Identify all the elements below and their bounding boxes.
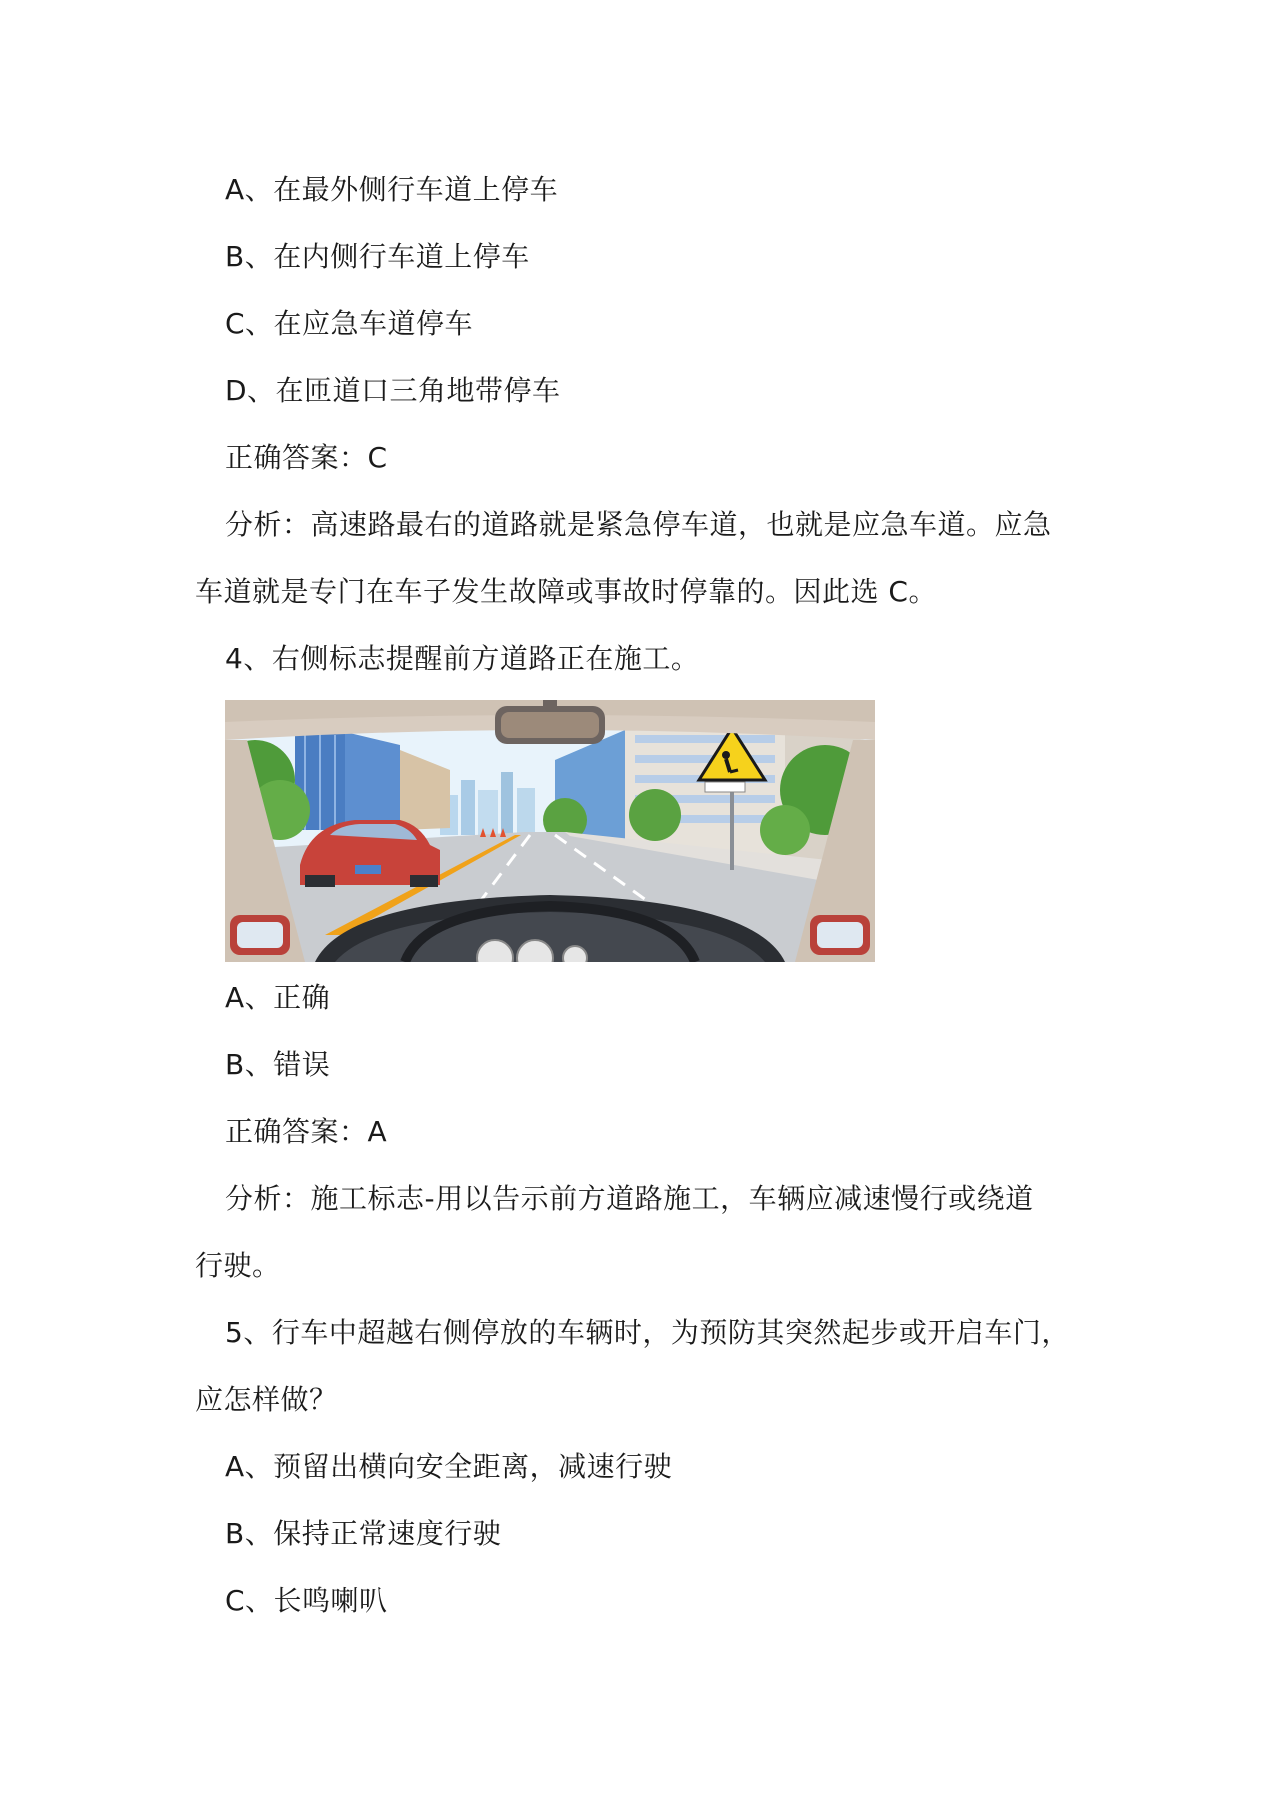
q3-analysis-line1: 分析：高速路最右的道路就是紧急停车道，也就是应急车道。应急 — [225, 508, 1052, 541]
q5-option-b: B、保持正常速度行驶 — [225, 1517, 502, 1550]
q3-answer: 正确答案：C — [225, 441, 388, 474]
q3-option-a: A、在最外侧行车道上停车 — [225, 173, 559, 206]
q4-analysis-line1: 分析：施工标志-用以告示前方道路施工，车辆应减速慢行或绕道 — [225, 1182, 1034, 1215]
driver-view-illustration — [225, 700, 875, 962]
q5-question-line1: 5、行车中超越右侧停放的车辆时，为预防其突然起步或开启车门， — [225, 1316, 1070, 1349]
q4-analysis-line2: 行驶。 — [195, 1249, 281, 1282]
q4-option-a: A、正确 — [225, 981, 331, 1014]
q3-option-b: B、在内侧行车道上停车 — [225, 240, 530, 273]
q5-option-c: C、长鸣喇叭 — [225, 1584, 388, 1617]
q5-option-a: A、预留出横向安全距离，减速行驶 — [225, 1450, 673, 1483]
q4-option-b: B、错误 — [225, 1048, 331, 1081]
q4-question: 4、右侧标志提醒前方道路正在施工。 — [225, 642, 700, 675]
q5-question-line2: 应怎样做？ — [195, 1383, 338, 1416]
q3-analysis-line2: 车道就是专门在车子发生故障或事故时停靠的。因此选 C。 — [195, 575, 937, 608]
q3-option-d: D、在匝道口三角地带停车 — [225, 374, 561, 407]
q4-answer: 正确答案：A — [225, 1115, 388, 1148]
q3-option-c: C、在应急车道停车 — [225, 307, 474, 340]
